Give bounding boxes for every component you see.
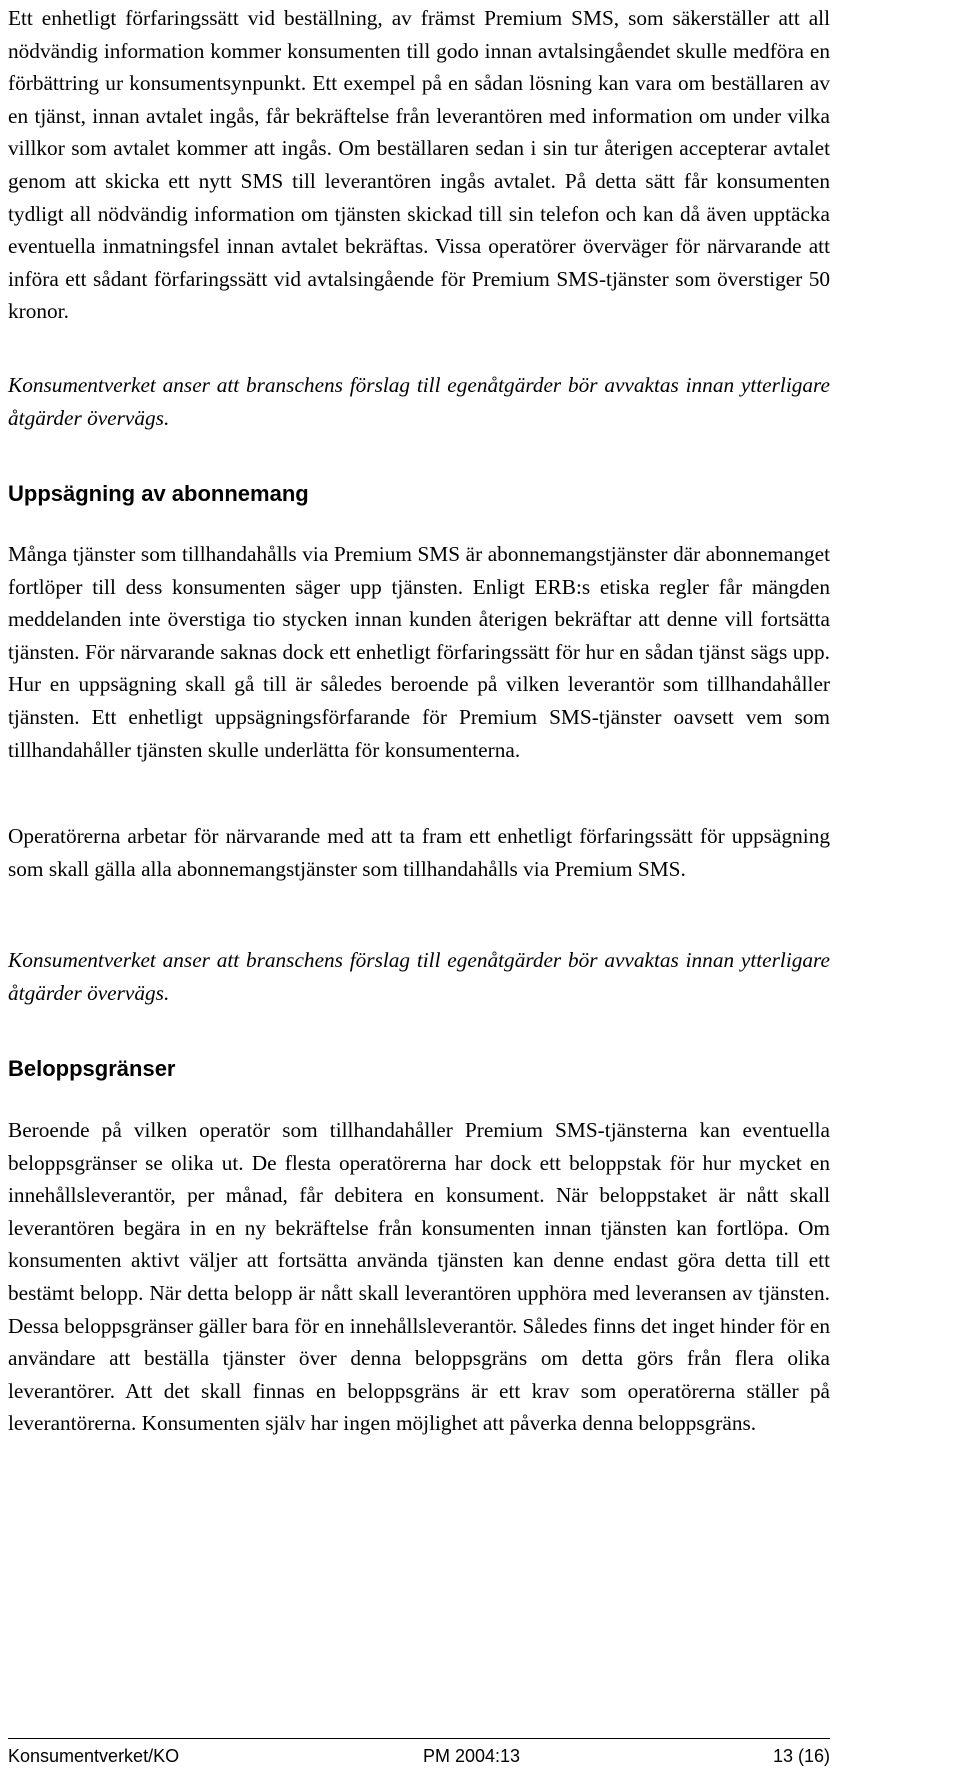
heading-amount-limits: Beloppsgränser	[8, 1056, 176, 1081]
footer-page-number: 13 (16)	[772, 1746, 830, 1766]
paragraph-operators-working: Operatörerna arbetar för närvarande med att ta fram ett enhetligt förfaringssätt för uppsägning som skall gälla alla abonnemangstjänster som tillhandahålls via Premium SMS.	[8, 824, 830, 881]
statement-wait-for-industry-2: Konsumentverket anser att branschens förslag till egenåtgärder bör avvaktas innan ytterligare åtgärder övervägs.	[8, 948, 830, 1005]
statement-wait-for-industry: Konsumentverket anser att branschens förslag till egenåtgärder bör avvaktas innan ytterligare åtgärder övervägs.	[8, 373, 830, 430]
footer-divider	[8, 1738, 830, 1739]
paragraph-ordering-procedure: Ett enhetligt förfaringssätt vid beställning, av främst Premium SMS, som säkerställer att all nödvändig information kommer konsumenten till godo innan avtalsingåendet skulle medföra en förbättring ur konsumentsynpunkt. Ett exempel på en sådan lösning kan vara om beställaren av en tjänst, innan avtalet ingås, får bekräftelse från leverantören med information om under vilka villkor som avtalet kommer att ingås. Om beställaren sedan i sin tur återigen accepterar avtalet genom att skicka ett nytt SMS till leverantören ingås avtalet. På detta sätt får konsumenten tydligt all nödvändig information om tjänsten skickad till sin telefon och kan då även upptäcka eventuella inmatningsfel innan avtalet bekräftas. Vissa operatörer överväger för närvarande att införa ett sådant förfaringssätt vid avtalsingående för Premium SMS-tjänster som överstiger 50 kronor.	[8, 6, 830, 324]
paragraph-subscription-services: Många tjänster som tillhandahålls via Premium SMS är abonnemangstjänster där abonnemanget fortlöper till dess konsumenten säger upp tjänsten. Enligt ERB:s etiska regler får mängden meddelanden inte överstiga tio stycken innan kunden återigen bekräftar att denne vill fortsätta tjänsten. För närvarande saknas dock ett enhetligt förfaringssätt för hur en sådan tjänst sägs upp. Hur en uppsägning skall gå till är således beroende på vilken leverantör som tillhandahåller tjänsten. Ett enhetligt uppsägningsförfarande för Premium SMS-tjänster oavsett vem som tillhandahåller tjänsten skulle underlätta för konsumenterna.	[8, 542, 830, 762]
paragraph-amount-limits: Beroende på vilken operatör som tillhandahåller Premium SMS-tjänsterna kan eventuella beloppsgränser se olika ut. De flesta operatörerna har dock ett beloppstak för hur mycket en innehållsleverantör, per månad, får debitera en konsument. När beloppstaket är nått skall leverantören begära in en ny bekräftelse från konsumenten innan tjänsten kan fortlöpa. Om konsumenten aktivt väljer att fortsätta använda tjänsten kan denne endast göra detta till ett bestämt belopp. När detta belopp är nått skall leverantören upphöra med leveransen av tjänsten. Dessa beloppsgränser gäller bara för en innehållsleverantör. Således finns det inget hinder för en användare att beställa tjänster över denna beloppsgräns om detta görs från flera olika leverantörer. Att det skall finnas en beloppsgräns är ett krav som operatörerna ställer på leverantörerna. Konsumenten själv har ingen möjlighet att påverka denna beloppsgräns.	[8, 1118, 831, 1436]
footer-organization: Konsumentverket/KO	[8, 1746, 180, 1766]
heading-subscription-termination: Uppsägning av abonnemang	[8, 481, 309, 506]
footer-document-id: PM 2004:13	[423, 1746, 521, 1766]
